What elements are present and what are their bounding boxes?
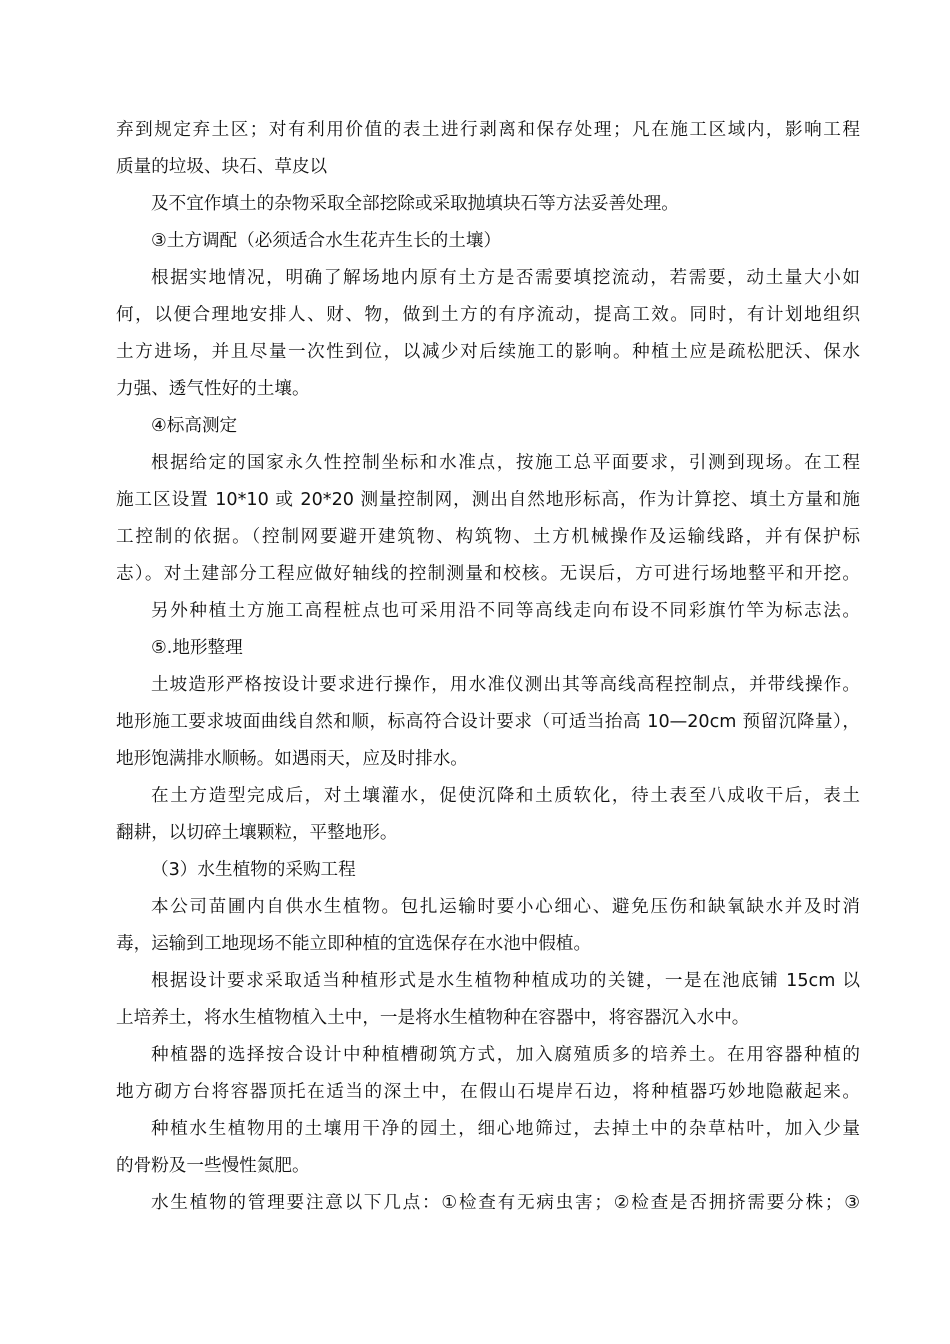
text-line: 根据设计要求采取适当种植形式是水生植物种植成功的关键，一是在池底铺 15cm 以	[151, 971, 860, 991]
text-line: 种植器的选择按合设计中种植槽砌筑方式，加入腐殖质多的培养土。在用容器种植的	[151, 1045, 860, 1065]
text-line: 地方砌方台将容器顶托在适当的深土中，在假山石堤岸石边，将种植器巧妙地隐蔽起来。	[116, 1082, 860, 1102]
text-line: 毒，运输到工地现场不能立即种植的宜选保存在水池中假植。	[116, 934, 592, 954]
text-line: 另外种植土方施工高程桩点也可采用沿不同等高线走向布设不同彩旗竹竿为标志法。	[151, 601, 860, 621]
text-line: 本公司苗圃内自供水生植物。包扎运输时要小心细心、避免压伤和缺氧缺水并及时消	[151, 897, 860, 917]
text-line: 工控制的依据。（控制网要避开建筑物、构筑物、土方机械操作及运输线路，并有保护标	[116, 527, 860, 547]
text-line: 力强、透气性好的土壤。	[116, 379, 310, 399]
text-line: 土方进场，并且尽量一次性到位，以减少对后续施工的影响。种植土应是疏松肥沃、保水	[116, 342, 860, 362]
text-line: ④标高测定	[151, 416, 238, 436]
document-body	[116, 112, 860, 1222]
text-line: 的骨粉及一些慢性氮肥。	[116, 1156, 310, 1176]
text-line: 根据给定的国家永久性控制坐标和水准点，按施工总平面要求，引测到现场。在工程	[151, 453, 860, 473]
text-line: 根据实地情况，明确了解场地内原有土方是否需要填挖流动，若需要，动土量大小如	[151, 268, 860, 288]
text-line: 种植水生植物用的土壤用干净的园土，细心地筛过，去掉土中的杂草枯叶，加入少量	[151, 1119, 860, 1139]
text-line: ③土方调配（必须适合水生花卉生长的土壤）	[151, 231, 502, 251]
text-line: （3）水生植物的采购工程	[151, 860, 356, 880]
text-line: 质量的垃圾、块石、草皮以	[116, 157, 328, 177]
text-line: 及不宜作填土的杂物采取全部挖除或采取抛填块石等方法妥善处理。	[151, 194, 679, 214]
text-line: 翻耕，以切碎土壤颗粒，平整地形。	[116, 823, 398, 843]
text-line: 何，以便合理地安排人、财、物，做到土方的有序流动，提高工效。同时，有计划地组织	[116, 305, 860, 325]
text-line: 水生植物的管理要注意以下几点：①检查有无病虫害；②检查是否拥挤需要分株；③	[151, 1193, 860, 1213]
text-line: 地形施工要求坡面曲线自然和顺，标高符合设计要求（可适当抬高 10—20cm 预留沉降量），	[116, 712, 860, 732]
text-line: 上培养土，将水生植物植入土中，一是将水生植物种在容器中，将容器沉入水中。	[116, 1008, 750, 1028]
text-line: ⑤.地形整理	[151, 638, 243, 658]
text-line: 土坡造形严格按设计要求进行操作，用水准仪测出其等高线高程控制点，并带线操作。	[151, 675, 860, 695]
text-line: 地形饱满排水顺畅。如遇雨天，应及时排水。	[116, 749, 468, 769]
text-line: 施工区设置 10*10 或 20*20 测量控制网，测出自然地形标高，作为计算挖、填土方量和施	[116, 490, 860, 510]
text-line: 在土方造型完成后，对土壤灌水，促使沉降和土质软化，待土表至八成收干后，表土	[151, 786, 860, 806]
text-line: 弃到规定弃土区；对有利用价值的表土进行剥离和保存处理；凡在施工区域内，影响工程	[116, 120, 860, 140]
text-line: 志）。对土建部分工程应做好轴线的控制测量和校核。无误后，方可进行场地整平和开挖。	[116, 564, 860, 584]
